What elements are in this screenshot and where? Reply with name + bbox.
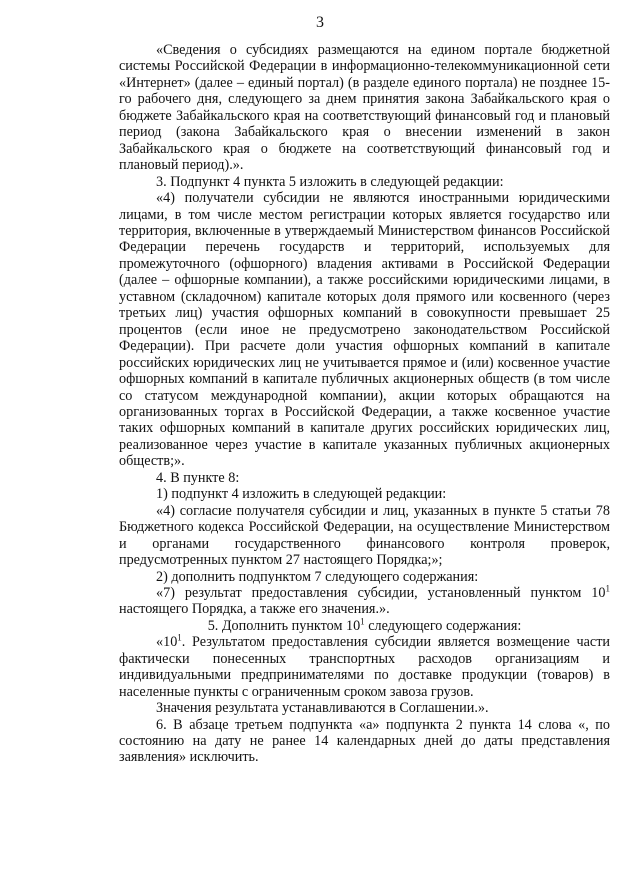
paragraph-offshore-clause: «4) получатели субсидии не являются иностранными юридическими лицами, в том числе местом регистрации которых является государство или территория, включенные в утверждаемый Министерством финансов Российской Федерации перечень государств и территорий, используемых для промежуточного (офшорного) владения активами в Российской Федерации (далее – офшорные компании), а также российскими юридическими лицами, в уставном (складочном) капитале которых доля прямого или косвенного (через третьих лиц) участия офшорных компаний в совокупности превышает 25 процентов (если иное не предусмотрено законодательством Российской Федерации). При расчете доли участия офшорных компаний в капитале российских юридических лиц не учитывается прямое и (или) косвенное участие офшорных компаний в капитале публичных акционерных обществ (в том числе со статусом международной компании), акции которых обращаются на организованных торгах в Российской Федерации, а также косвенное участие таких офшорных компаний в капитале других российских юридических лиц, реализованное через участие в капитале указанных публичных акционерных обществ;». (119, 190, 610, 470)
text-run: . Результатом предоставления субсидии является возмещение части фактически понесенных транспортных расходов организациям и индивидуальными предпринимателями по доставке продукции (товаров) в населенные пункты с ограниченным сроком завоза грузов. (119, 634, 610, 700)
paragraph-item-4: 4. В пункте 8: (156, 469, 240, 486)
text-run: «7) результат предоставления субсидии, установленный пунктом 10 (156, 584, 606, 601)
superscript: 1 (360, 616, 365, 627)
text-run: настоящего Порядка, а также его значения.». (119, 601, 390, 618)
paragraph-result-clause (119, 585, 610, 618)
document-body (119, 42, 610, 766)
paragraph-subitem-1: 1) подпункт 4 изложить в следующей редакции: (156, 486, 447, 503)
superscript: 1 (177, 632, 182, 643)
paragraph-result-values: Значения результата устанавливаются в Соглашении.». (156, 700, 489, 717)
paragraph-item-10-1 (119, 634, 610, 700)
text-run: следующего содержания: (364, 617, 522, 634)
text-run: «10 (156, 634, 178, 651)
paragraph-item-3: 3. Подпункт 4 пункта 5 изложить в следующей редакции: (156, 173, 504, 190)
superscript: 1 (605, 583, 610, 594)
paragraph-item-5 (119, 618, 610, 634)
paragraph-subitem-2: 2) дополнить подпунктом 7 следующего содержания: (156, 568, 479, 585)
paragraph-item-6: 6. В абзаце третьем подпункта «а» подпункта 2 пункта 14 слова «, по состоянию на дату не ранее 14 календарных дней до даты представления заявления» исключить. (119, 716, 610, 766)
text-run: 5. Дополнить пунктом 10 (207, 617, 361, 634)
paragraph-subsidy-info: «Сведения о субсидиях размещаются на едином портале бюджетной системы Российской Федерации в информационно-телекоммуникационной сети «Интернет» (далее – единый портал) (в разделе единого портала) не позднее 15-го рабочего дня, следующего за днем принятия закона Забайкальского края о бюджете Забайкальского края на соответствующий финансовый год и плановый период (закона Забайкальского края о внесении изменений в закон Забайкальского края о бюджете на соответствующий финансовый год и плановый период).». (119, 42, 610, 174)
page-number: 3 (316, 14, 324, 31)
paragraph-consent-clause: «4) согласие получателя субсидии и лиц, указанных в пункте 5 статьи 78 Бюджетного кодекса Российской Федерации, на осуществление Министерством и органами государственного финансового контроля проверок, предусмотренных пунктом 27 настоящего Порядка;»; (119, 502, 610, 569)
